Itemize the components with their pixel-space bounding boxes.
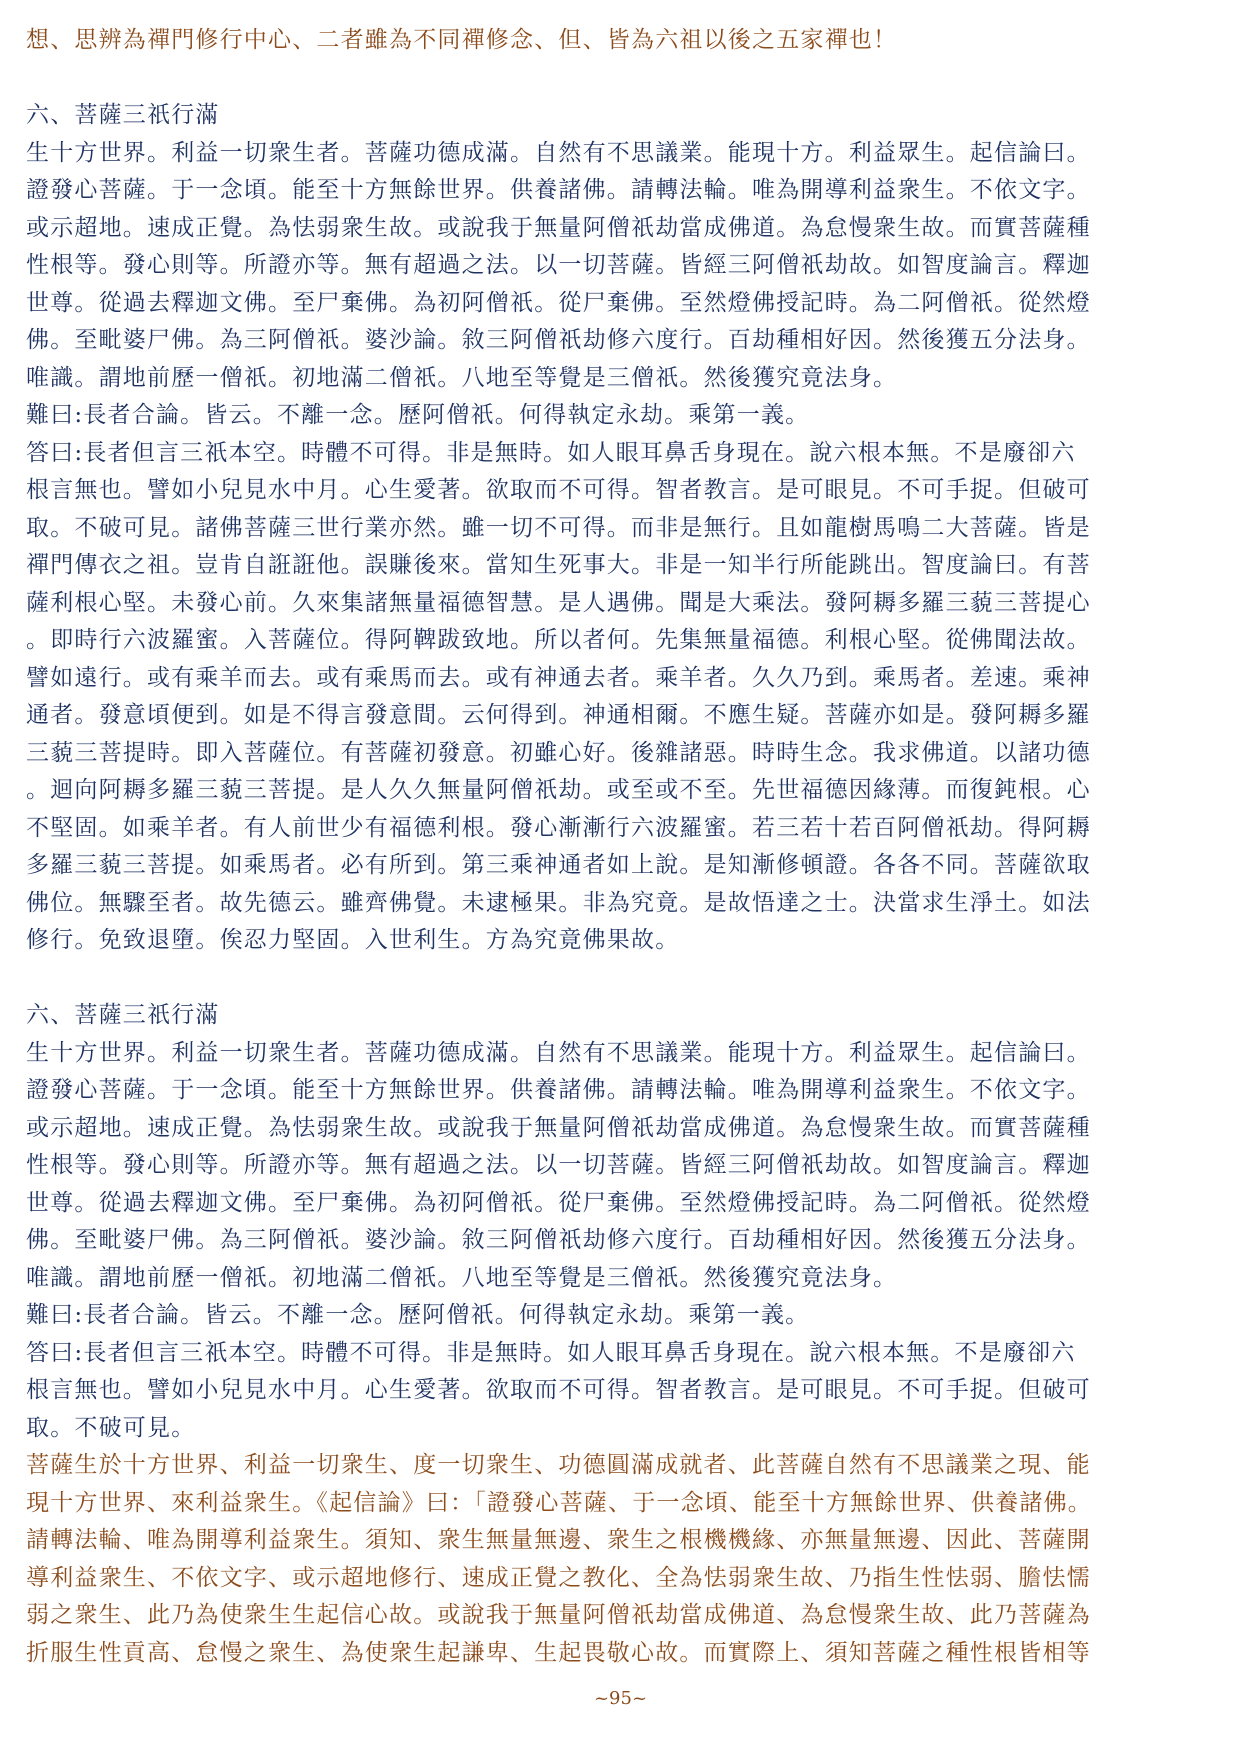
sutra-line: 六、菩薩三祇行滿 — [26, 102, 220, 128]
sutra-line: 禪門傳衣之祖。豈肯自誑誑他。誤賺後來。當知生死事大。非是一知半行所能跳出。智度論曰。有菩 — [26, 552, 1091, 578]
sutra-line: 生十方世界。利益一切衆生者。菩薩功德成滿。自然有不思議業。能現十方。利益眾生。起信論曰。 — [26, 1039, 1091, 1066]
sutra-line: 答曰:長者但言三祇本空。時體不可得。非是無時。如人眼耳鼻舌身現在。說六根本無。不是廢卻六 — [26, 1339, 1076, 1366]
sutra-line: 答曰:長者但言三祇本空。時體不可得。非是無時。如人眼耳鼻舌身現在。說六根本無。不是廢卻六 — [26, 439, 1076, 466]
sutra-line: 譬如遠行。或有乘羊而去。或有乘馬而去。或有神通去者。乘羊者。久久乃到。乘馬者。差速。乘神 — [26, 664, 1091, 691]
sutra-line: 。迴向阿耨多羅三藐三菩提。是人久久無量阿僧祇劫。或至或不至。先世福德因緣薄。而復鈍根。心 — [26, 777, 1091, 803]
sutra-line: 三藐三菩提時。即入菩薩位。有菩薩初發意。初雖心好。後雜諸惡。時時生念。我求佛道。以諸功德 — [26, 739, 1091, 766]
sutra-line: 或示超地。速成正覺。為怯弱衆生故。或說我于無量阿僧祇劫當成佛道。為怠慢衆生故。而實菩薩種 — [26, 214, 1091, 241]
blank-line — [26, 960, 1222, 998]
commentary-line: 菩薩生於十方世界、利益一切衆生、度一切衆生、功德圓滿成就者、此菩薩自然有不思議業之現、能 — [26, 1452, 1091, 1478]
sutra-line: 根言無也。譬如小兒見水中月。心生愛著。欲取而不可得。智者教言。是可眼見。不可手捉。但破可 — [26, 1377, 1091, 1403]
sutra-line: 性根等。發心則等。所證亦等。無有超過之法。以一切菩薩。皆經三阿僧祇劫故。如智度論言。釋迦 — [26, 1152, 1091, 1178]
sutra-line: 六、菩薩三祇行滿 — [26, 1002, 220, 1028]
commentary-line: 弱之衆生、此乃為使衆生生起信心故。或說我于無量阿僧祇劫當成佛道、為怠慢衆生故、此乃菩薩為 — [26, 1602, 1091, 1628]
sutra-line: 根言無也。譬如小兒見水中月。心生愛著。欲取而不可得。智者教言。是可眼見。不可手捉。但破可 — [26, 477, 1091, 503]
sutra-line: 。即時行六波羅蜜。入菩薩位。得阿鞞跋致地。所以者何。先集無量福德。利根心堅。從佛聞法故。 — [26, 627, 1091, 653]
sutra-line: 取。不破可見。諸佛菩薩三世行業亦然。雖一切不可得。而非是無行。且如龍樹馬鳴二大菩薩。皆是 — [26, 514, 1091, 541]
page-number: ~95~ — [593, 1688, 648, 1709]
page-body — [26, 22, 1222, 1672]
commentary-line: 導利益衆生、不依文字、或示超地修行、速成正覺之教化、全為怯弱衆生故、乃指生性怯弱、膽怯懦 — [26, 1564, 1091, 1591]
sutra-line: 多羅三藐三菩提。如乘馬者。必有所到。第三乘神通者如上說。是知漸修頓證。各各不同。菩薩欲取 — [26, 852, 1091, 878]
sutra-line: 取。不破可見。 — [26, 1414, 196, 1441]
sutra-line: 證發心菩薩。于一念頃。能至十方無餘世界。供養諸佛。請轉法輪。唯為開導利益衆生。不依文字。 — [26, 177, 1091, 203]
sutra-line: 證發心菩薩。于一念頃。能至十方無餘世界。供養諸佛。請轉法輪。唯為開導利益衆生。不依文字。 — [26, 1077, 1091, 1103]
sutra-line: 唯識。謂地前歷一僧祇。初地滿二僧祇。八地至等覺是三僧祇。然後獲究竟法身。 — [26, 364, 898, 391]
sutra-line: 難曰:長者合論。皆云。不離一念。歷阿僧祇。何得執定永劫。乘第一義。 — [26, 1302, 810, 1328]
sutra-line: 修行。免致退墮。俟忍力堅固。入世利生。方為究竟佛果故。 — [26, 927, 680, 953]
sutra-line: 唯識。謂地前歷一僧祇。初地滿二僧祇。八地至等覺是三僧祇。然後獲究竟法身。 — [26, 1264, 898, 1291]
sutra-line: 佛。至毗婆尸佛。為三阿僧祇。婆沙論。敘三阿僧祇劫修六度行。百劫種相好因。然後獲五分法身。 — [26, 327, 1091, 353]
commentary-line: 請轉法輪、唯為開導利益衆生。須知、衆生無量無邊、衆生之根機機緣、亦無量無邊、因此、菩薩開 — [26, 1527, 1091, 1553]
sutra-line: 性根等。發心則等。所證亦等。無有超過之法。以一切菩薩。皆經三阿僧祇劫故。如智度論言。釋迦 — [26, 252, 1091, 278]
commentary-line: 折服生性貢高、怠慢之衆生、為使衆生起謙卑、生起畏敬心故。而實際上、須知菩薩之種性根皆相等 — [26, 1639, 1091, 1666]
sutra-line: 難曰:長者合論。皆云。不離一念。歷阿僧祇。何得執定永劫。乘第一義。 — [26, 402, 810, 428]
sutra-line: 通者。發意頃便到。如是不得言發意間。云何得到。神通相爾。不應生疑。菩薩亦如是。發阿耨多羅 — [26, 702, 1091, 728]
sutra-line: 世尊。從過去釋迦文佛。至尸棄佛。為初阿僧祇。從尸棄佛。至然燈佛授記時。為二阿僧祇。從然燈 — [26, 1189, 1091, 1216]
sutra-line: 佛位。無驟至者。故先德云。雖齊佛覺。未逮極果。非為究竟。是故悟達之士。決當求生淨土。如法 — [26, 889, 1091, 916]
sutra-line: 薩利根心堅。未發心前。久來集諸無量福德智慧。是人遇佛。聞是大乘法。發阿耨多羅三藐三菩提心 — [26, 589, 1091, 616]
commentary-line: 想、思辨為禪門修行中心、二者雖為不同禪修念、但、皆為六祖以後之五家禪也！ — [26, 27, 898, 53]
sutra-line: 生十方世界。利益一切衆生者。菩薩功德成滿。自然有不思議業。能現十方。利益眾生。起信論曰。 — [26, 139, 1091, 166]
blank-line — [26, 60, 1222, 98]
sutra-line: 或示超地。速成正覺。為怯弱衆生故。或說我于無量阿僧祇劫當成佛道。為怠慢衆生故。而實菩薩種 — [26, 1114, 1091, 1141]
commentary-line: 現十方世界、來利益衆生。《起信論》曰：「證發心菩薩、于一念頃、能至十方無餘世界、供養諸佛。 — [26, 1489, 1092, 1516]
sutra-line: 不堅固。如乘羊者。有人前世少有福德利根。發心漸漸行六波羅蜜。若三若十若百阿僧祇劫。得阿耨 — [26, 814, 1091, 841]
sutra-line: 世尊。從過去釋迦文佛。至尸棄佛。為初阿僧祇。從尸棄佛。至然燈佛授記時。為二阿僧祇。從然燈 — [26, 289, 1091, 316]
sutra-line: 佛。至毗婆尸佛。為三阿僧祇。婆沙論。敘三阿僧祇劫修六度行。百劫種相好因。然後獲五分法身。 — [26, 1227, 1091, 1253]
